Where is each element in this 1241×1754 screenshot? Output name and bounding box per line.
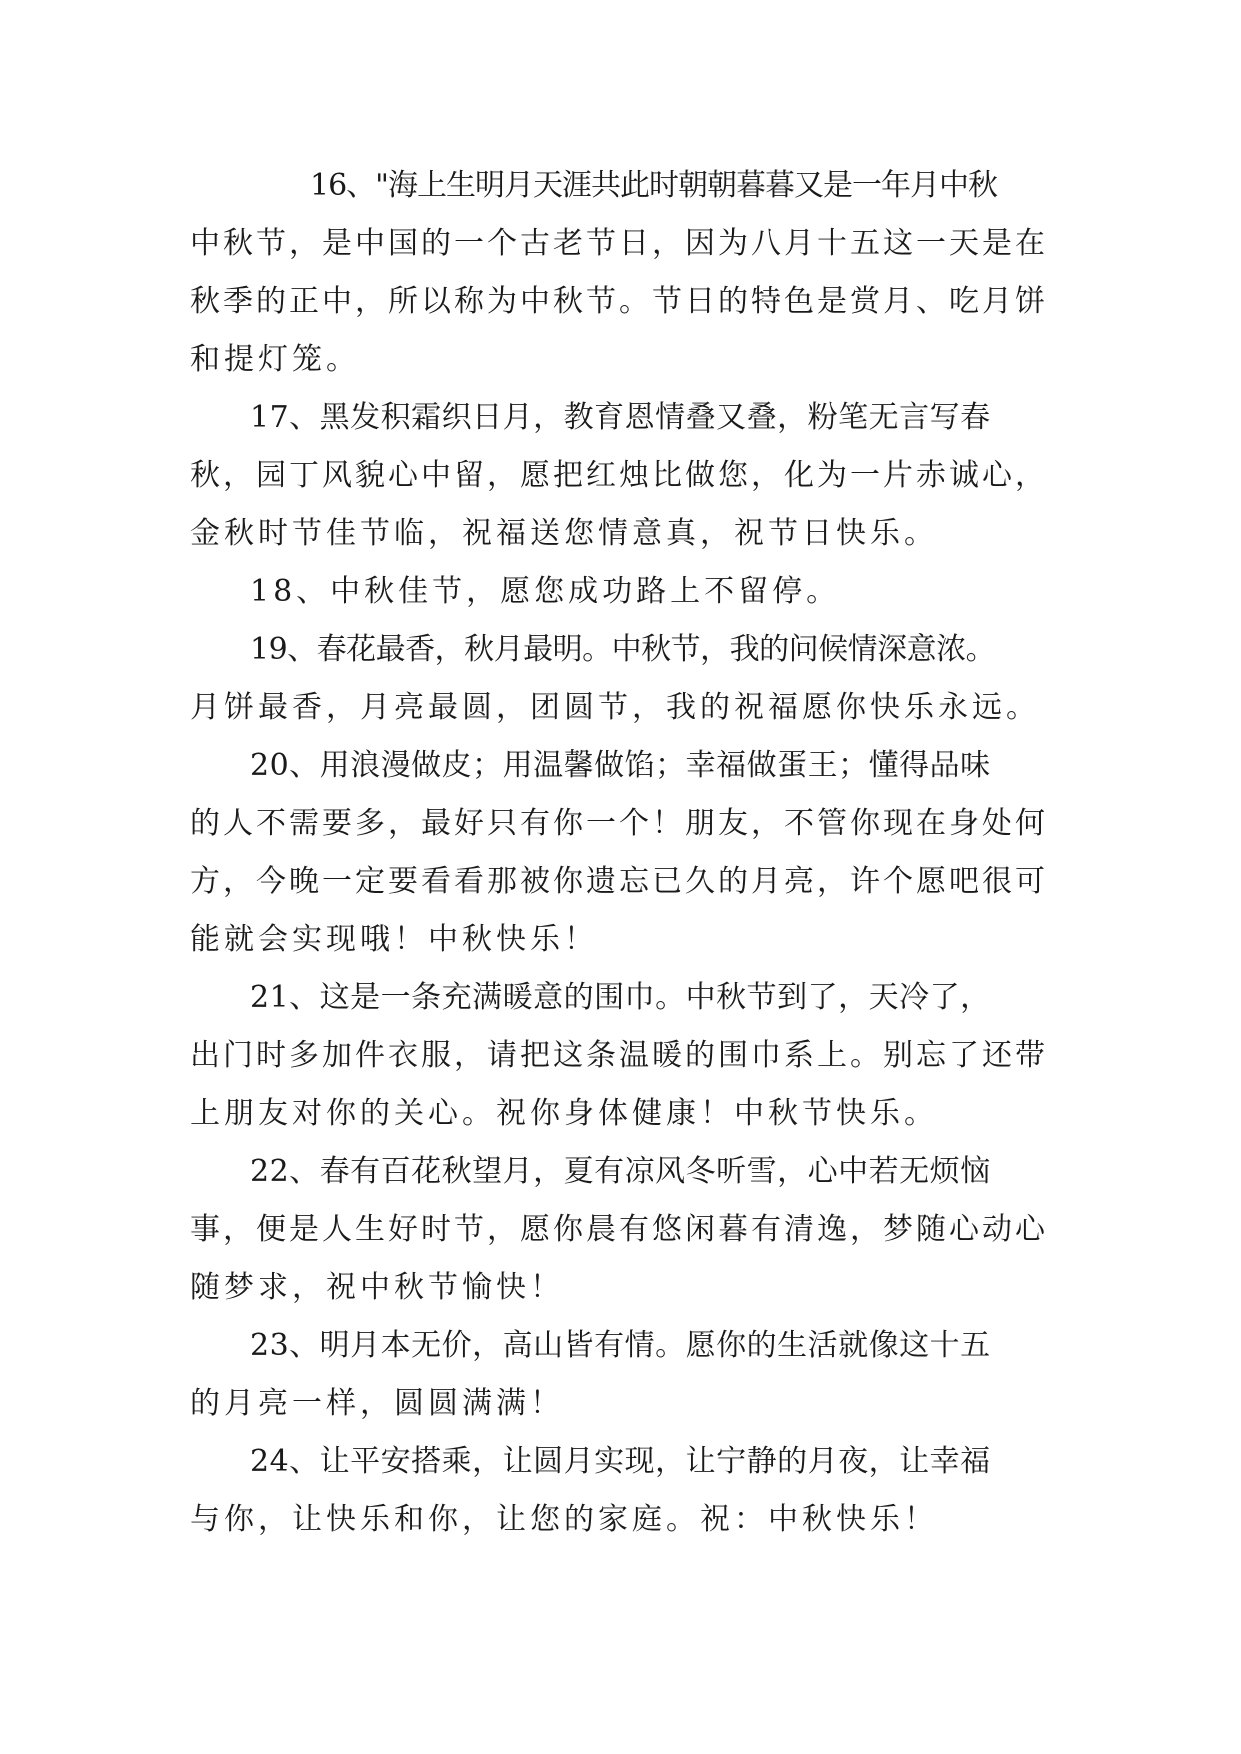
document-body <box>190 157 1060 1549</box>
text-line: 的人不需要多，最好只有你一个！朋友，不管你现在身处何 <box>190 806 1048 841</box>
text-line: 和提灯笼。 <box>190 342 360 377</box>
paragraph-20 <box>190 737 1060 969</box>
text-line: 方，今晚一定要看看那被你遗忘已久的月亮，许个愿吧很可 <box>190 864 1048 899</box>
text-line: 出门时多加件衣服，请把这条温暖的围巾系上。别忘了还带 <box>190 1038 1048 1073</box>
paragraph-18 <box>190 563 1060 621</box>
text-line: 与你，让快乐和你，让您的家庭。祝：中秋快乐！ <box>190 1502 938 1537</box>
paragraph-17 <box>190 389 1060 563</box>
text-line: 随梦求，祝中秋节愉快！ <box>190 1270 564 1305</box>
text-line: 20、用浪漫做皮；用温馨做馅；幸福做蛋王；懂得品味 <box>250 748 991 783</box>
paragraph-24 <box>190 1433 1060 1549</box>
paragraph-16 <box>190 157 1060 389</box>
text-line: 能就会实现哦！中秋快乐！ <box>190 922 598 957</box>
text-line: 23、明月本无价，高山皆有情。愿你的生活就像这十五 <box>250 1328 991 1363</box>
text-line: 21、这是一条充满暖意的围巾。中秋节到了，天冷了， <box>250 980 991 1015</box>
text-line: 事，便是人生好时节，愿你晨有悠闲暮有清逸，梦随心动心 <box>190 1212 1048 1247</box>
paragraph-19 <box>190 621 1060 737</box>
text-line: 中秋节，是中国的一个古老节日，因为八月十五这一天是在 <box>190 226 1048 261</box>
text-line: 24、让平安搭乘，让圆月实现，让宁静的月夜，让幸福 <box>250 1444 991 1479</box>
text-line: 秋季的正中，所以称为中秋节。节日的特色是赏月、吃月饼 <box>190 284 1048 319</box>
text-line: 秋，园丁风貌心中留，愿把红烛比做您，化为一片赤诚心， <box>190 458 1048 493</box>
text-line: 月饼最香，月亮最圆，团圆节，我的祝福愿你快乐永远。 <box>190 690 1040 725</box>
text-line: 金秋时节佳节临，祝福送您情意真，祝节日快乐。 <box>190 516 938 551</box>
text-line: 22、春有百花秋望月，夏有凉风冬听雪，心中若无烦恼 <box>250 1154 991 1189</box>
text-line: 上朋友对你的关心。祝你身体健康！中秋节快乐。 <box>190 1096 938 1131</box>
text-line: 的月亮一样，圆圆满满！ <box>190 1386 564 1421</box>
text-line: 16、"海上生明月天涯共此时朝朝暮暮又是一年月中秋 <box>310 168 997 203</box>
paragraph-21 <box>190 969 1060 1143</box>
text-line: 18、中秋佳节，愿您成功路上不留停。 <box>250 574 841 609</box>
text-line: 17、黑发积霜织日月，教育恩情叠又叠，粉笔无言写春 <box>250 400 991 435</box>
text-line: 19、春花最香，秋月最明。中秋节，我的问候情深意浓。 <box>250 632 996 667</box>
paragraph-23 <box>190 1317 1060 1433</box>
paragraph-22 <box>190 1143 1060 1317</box>
